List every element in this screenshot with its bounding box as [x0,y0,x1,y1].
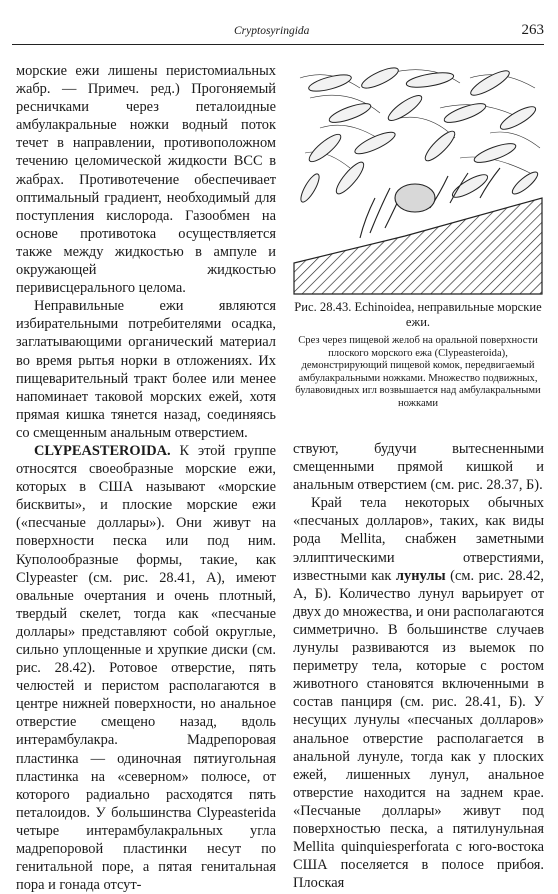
figure-caption-title: Рис. 28.43. Echinoidea, неправильные морские ежи. [294,300,542,329]
paragraph-clypeasteroida [16,442,276,894]
paragraph-irregular-urchins: Неправильные ежи являются избирательными потребителями осадка, заглатывающими органический материал во время рытья норки в отложениях. Их пищеварительный тракт более или менее напоминает таковой морских ежей, хотя прямая кишка тянется назад, соединяясь со смещенным анальным отверстием. [16,298,276,441]
figure-caption-body: Срез через пищевой желоб на оральной поверхности плоского морского ежа (Clypeasteroida), демонстрирующий пищевой комок, передвигаемый амбулакральными ножками. Множество подвижных, булавовидных игл возвышается над амбулакральными ножками [295,335,541,409]
right-column [293,440,544,892]
paragraph-lunules-text-b: (см. рис. 28.42, А, Б). Количество лунул варьирует от двух до множества, и они располагаются симметрично. В большинстве случаев лунулы развиваются из выемок по периметру тела, которые с ростом животного становятся включенными в состав панциря (см. рис. 28.41, Б). У несущих лунулы «песчаных долларов» анальное отверстие располагается в анальной лунуле, тогда как у плоских ежей, лишенных лунул, анальное отверстие находится на заднем крае. «Песчаные доллары» живут под поверхностью песка, а пятилунульная Mellita quinquiesperforata с юго-востока США поселяется в полосе прибоя. Плоская [293,567,544,892]
page-number: 263 [521,22,544,38]
paragraph-lunules [293,494,544,892]
term-lunules: лунулы [395,567,446,584]
page-header [12,22,544,45]
figure-illustration [290,58,546,298]
paragraph-continuation: ствуют, будучи вытесненными смещенными прямой кишкой и анальным отверстием (см. рис. 28.37, Б). [293,441,544,494]
paragraph-clypeasteroida-text: К этой группе относятся своеобразные морские ежи, которых в США называют «морские бисквиты», и плоские морские ежи («песчаные доллары»). Они живут на поверхности песка или под ним. Куполообразные формы, такие, как Clypeaster (см. рис. 28.41, А), имеют овальные очертания и очень плотный, твердый скелет, тогда как «песчаные доллары» представляют собой округлые, сильно уплощенные и хрупкие диски (см. рис. 28.42). Ротовое отверстие, пять челюстей и перистом располагаются в центре нижней поверхности, но анальное отверстие смещено назад, вдоль интерамбулакра. Мадрепоровая пластинка — одиночная пятиугольная пластинка на «северном» полюсе, от которого радиально расходятся пять петалоидов. У большинства Clypeasterida четыре интерамбулакральных угла мадрепоровой пластинки несут по генитальной поре, а пятая генитальная пора и гонада отсут- [16,442,276,894]
left-column [16,62,276,894]
paragraph-respiration: морские ежи лишены перистомиальных жабр. — Примеч. ред.) Прогоняемый ресничками через петалоидные амбулакральные ножки водный поток течет в направлении, противоположном течению целомической жидкости ВСС в жабрах. Противотечение обеспечивает оптимальный градиент, необходимый для поступления кислорода. Газообмен на основе противотока осуществляется также между жидкостью в ампуле и окружающей жидкостью перивисцерального целома. [16,63,276,297]
section-heading-clypeasteroida: CLYPEASTEROIDA. [34,442,171,459]
running-title: Cryptosyringida [234,25,310,37]
food-bolus [395,184,435,212]
paragraph-lunules-text-a: Край тела некоторых обычных «песчаных долларов», таких, как виды рода Mellita, снабжен заметными эллиптическими отверстиями, известными как [293,495,544,584]
